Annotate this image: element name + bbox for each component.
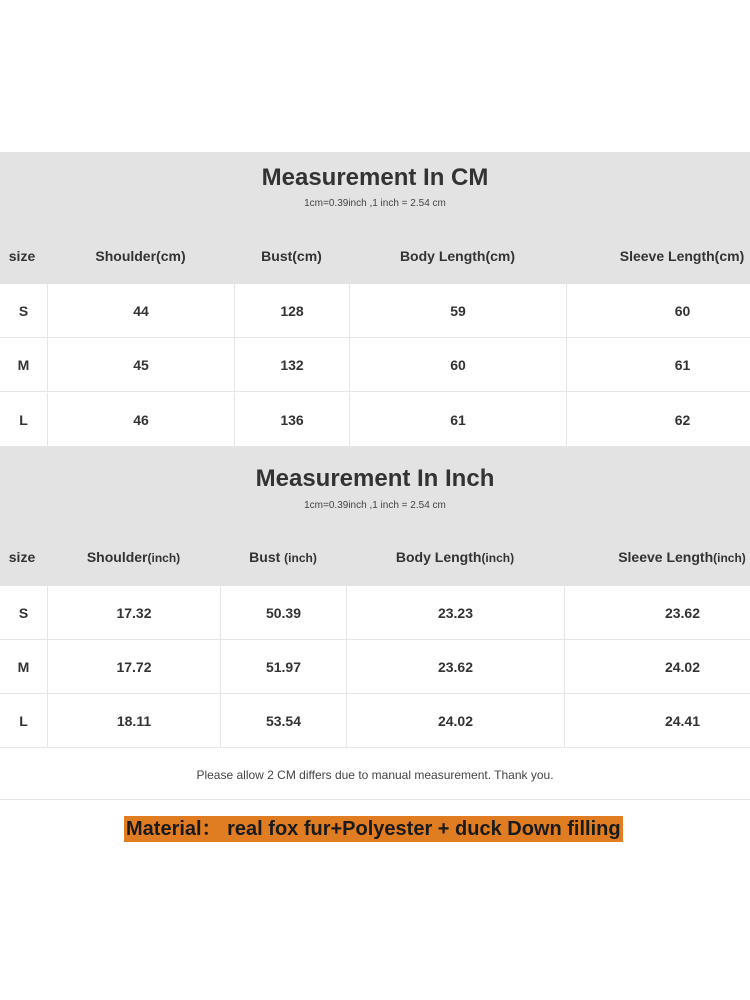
body-length-cell: 59 [349,284,566,338]
body-length-cell: 23.62 [346,640,564,694]
table-row [0,393,750,447]
cm-table-header [0,152,750,284]
size-cell: S [18,605,29,621]
column-header-shoulder: Shoulder(cm) [95,248,186,264]
cm-table-subtitle: 1cm=0.39inch ,1 inch = 2.54 cm [304,198,446,209]
bust-cell: 136 [234,393,349,447]
size-cell: M [17,357,30,373]
cm-table-title: Measurement In CM [261,164,489,191]
column-header-size: size [8,248,36,264]
column-header-sleeve-length: Sleeve Length(cm) [619,248,745,264]
body-length-cell: 61 [349,393,566,447]
shoulder-cell: 44 [47,284,234,338]
shoulder-cell: 17.72 [47,640,220,694]
inch-column-headers [0,540,750,574]
sleeve-length-cell: 24.02 [564,640,750,694]
column-header-size: size [8,549,36,565]
column-header-bust: Bust (inch) [249,549,317,565]
shoulder-cell: 46 [47,393,234,447]
size-cell: M [17,659,30,675]
material-label: Material： real fox fur+Polyester + duck Down filling [126,818,621,840]
shoulder-cell: 18.11 [47,694,220,748]
column-header-bust: Bust(cm) [261,248,322,264]
cm-column-headers [0,239,750,273]
body-length-cell: 23.23 [346,586,564,640]
inch-table-section [0,447,750,749]
bust-cell: 132 [234,338,349,392]
column-header-sleeve-length: Sleeve Length(inch) [618,549,746,565]
shoulder-cell: 17.32 [47,586,220,640]
cm-table-section [0,152,750,447]
body-length-cell: 24.02 [346,694,564,748]
sleeve-length-cell: 23.62 [564,586,750,640]
bust-cell: 51.97 [220,640,346,694]
table-row [0,284,750,338]
body-length-cell: 60 [349,338,566,392]
table-row [0,338,750,392]
table-row [0,586,750,640]
sleeve-length-cell: 62 [566,393,750,447]
sleeve-length-cell: 61 [566,338,750,392]
column-header-body-length: Body Length(cm) [399,248,516,264]
sleeve-length-cell: 60 [566,284,750,338]
size-cell: L [19,412,28,428]
measurement-note: Please allow 2 CM differs due to manual measurement. Thank you. [196,768,554,782]
bust-cell: 53.54 [220,694,346,748]
sleeve-length-cell: 24.41 [564,694,750,748]
divider [0,799,750,800]
size-cell: S [18,303,29,319]
bust-cell: 50.39 [220,586,346,640]
size-cell: L [19,713,28,729]
inch-table-header [0,447,750,586]
column-header-shoulder: Shoulder(inch) [86,549,181,565]
bust-cell: 128 [234,284,349,338]
shoulder-cell: 45 [47,338,234,392]
column-header-body-length: Body Length(inch) [395,549,515,565]
table-row [0,640,750,694]
table-row [0,694,750,748]
inch-table-subtitle: 1cm=0.39inch ,1 inch = 2.54 cm [304,500,446,511]
inch-table-title: Measurement In Inch [255,465,495,492]
